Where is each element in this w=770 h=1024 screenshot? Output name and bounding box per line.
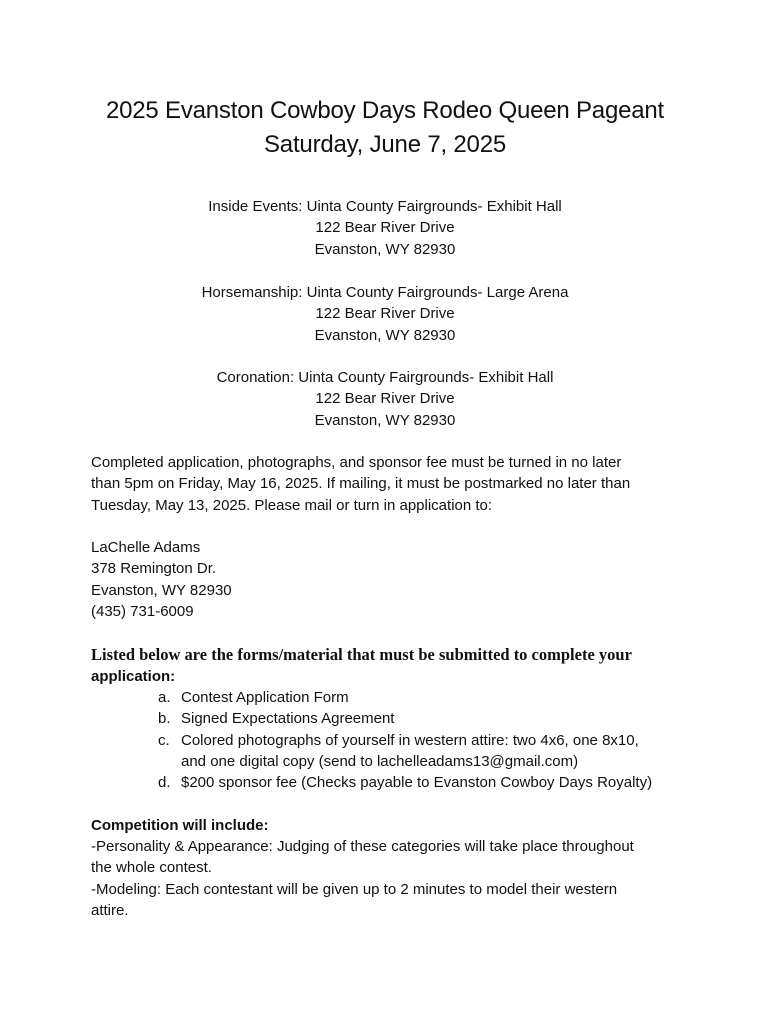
list-item-text: Contest Application Form: [181, 689, 349, 706]
list-item: [155, 730, 715, 773]
event-date: Saturday, June 7, 2025: [264, 131, 506, 158]
competition-description: [91, 836, 711, 921]
competition-heading: Competition will include:: [91, 817, 269, 834]
list-marker: d.: [158, 774, 171, 792]
contact-phone: (435) 731-6009: [91, 602, 194, 620]
list-item-text-continued: and one digital copy (send to lachelleadams13@gmail.com): [181, 752, 579, 770]
list-marker: a.: [158, 689, 171, 706]
page-title: 2025 Evanston Cowboy Days Rodeo Queen Pageant: [105, 97, 665, 124]
list-item: [155, 708, 715, 729]
venue-inside-events: [0, 196, 770, 260]
competition-line: the whole contest.: [91, 859, 212, 877]
list-marker: b.: [158, 710, 171, 728]
venue-city: Evanston, WY 82930: [314, 240, 456, 258]
venue-name: Inside Events: Uinta County Fairgrounds- Exhibit Hall: [208, 198, 562, 215]
list-marker: c.: [158, 731, 170, 749]
venue-street: 122 Bear River Drive: [315, 305, 455, 323]
venue-city: Evanston, WY 82930: [314, 411, 456, 429]
competition-line: attire.: [91, 901, 129, 919]
venue-horsemanship: [0, 282, 770, 346]
list-item-text: $200 sponsor fee (Checks payable to Evanston Cowboy Days Royalty): [181, 774, 653, 792]
list-item: [155, 772, 715, 793]
competition-line: -Modeling: Each contestant will be given up to 2 minutes to model their western: [91, 880, 618, 898]
venue-name: Coronation: Uinta County Fairgrounds- Exhibit Hall: [216, 369, 554, 386]
contact-city: Evanston, WY 82930: [91, 581, 232, 599]
deadline-line: than 5pm on Friday, May 16, 2025. If mailing, it must be postmarked no later than: [91, 475, 631, 493]
deadline-line: Completed application, photographs, and sponsor fee must be turned in no later: [91, 454, 622, 471]
competition-line: -Personality & Appearance: Judging of these categories will take place throughout: [91, 838, 634, 855]
venue-city: Evanston, WY 82930: [314, 326, 456, 344]
venue-name: Horsemanship: Uinta County Fairgrounds- Large Arena: [201, 284, 569, 301]
contact-street: 378 Remington Dr.: [91, 560, 217, 578]
venue-street: 122 Bear River Drive: [315, 219, 455, 237]
deadline-line: Tuesday, May 13, 2025. Please mail or turn in application to:: [91, 496, 493, 514]
deadline-paragraph: [91, 452, 691, 516]
contact-name: LaChelle Adams: [91, 539, 201, 556]
list-item-text: Signed Expectations Agreement: [181, 710, 395, 728]
list-item-text: Colored photographs of yourself in western attire: two 4x6, one 8x10,: [181, 731, 639, 749]
list-item: [155, 687, 715, 708]
forms-heading: Listed below are the forms/material that must be submitted to complete your: [91, 645, 632, 664]
forms-heading-continued: application:: [91, 668, 176, 685]
forms-list: [155, 687, 715, 793]
venue-street: 122 Bear River Drive: [315, 390, 455, 408]
venue-coronation: [0, 367, 770, 431]
contact-address: [91, 537, 691, 622]
